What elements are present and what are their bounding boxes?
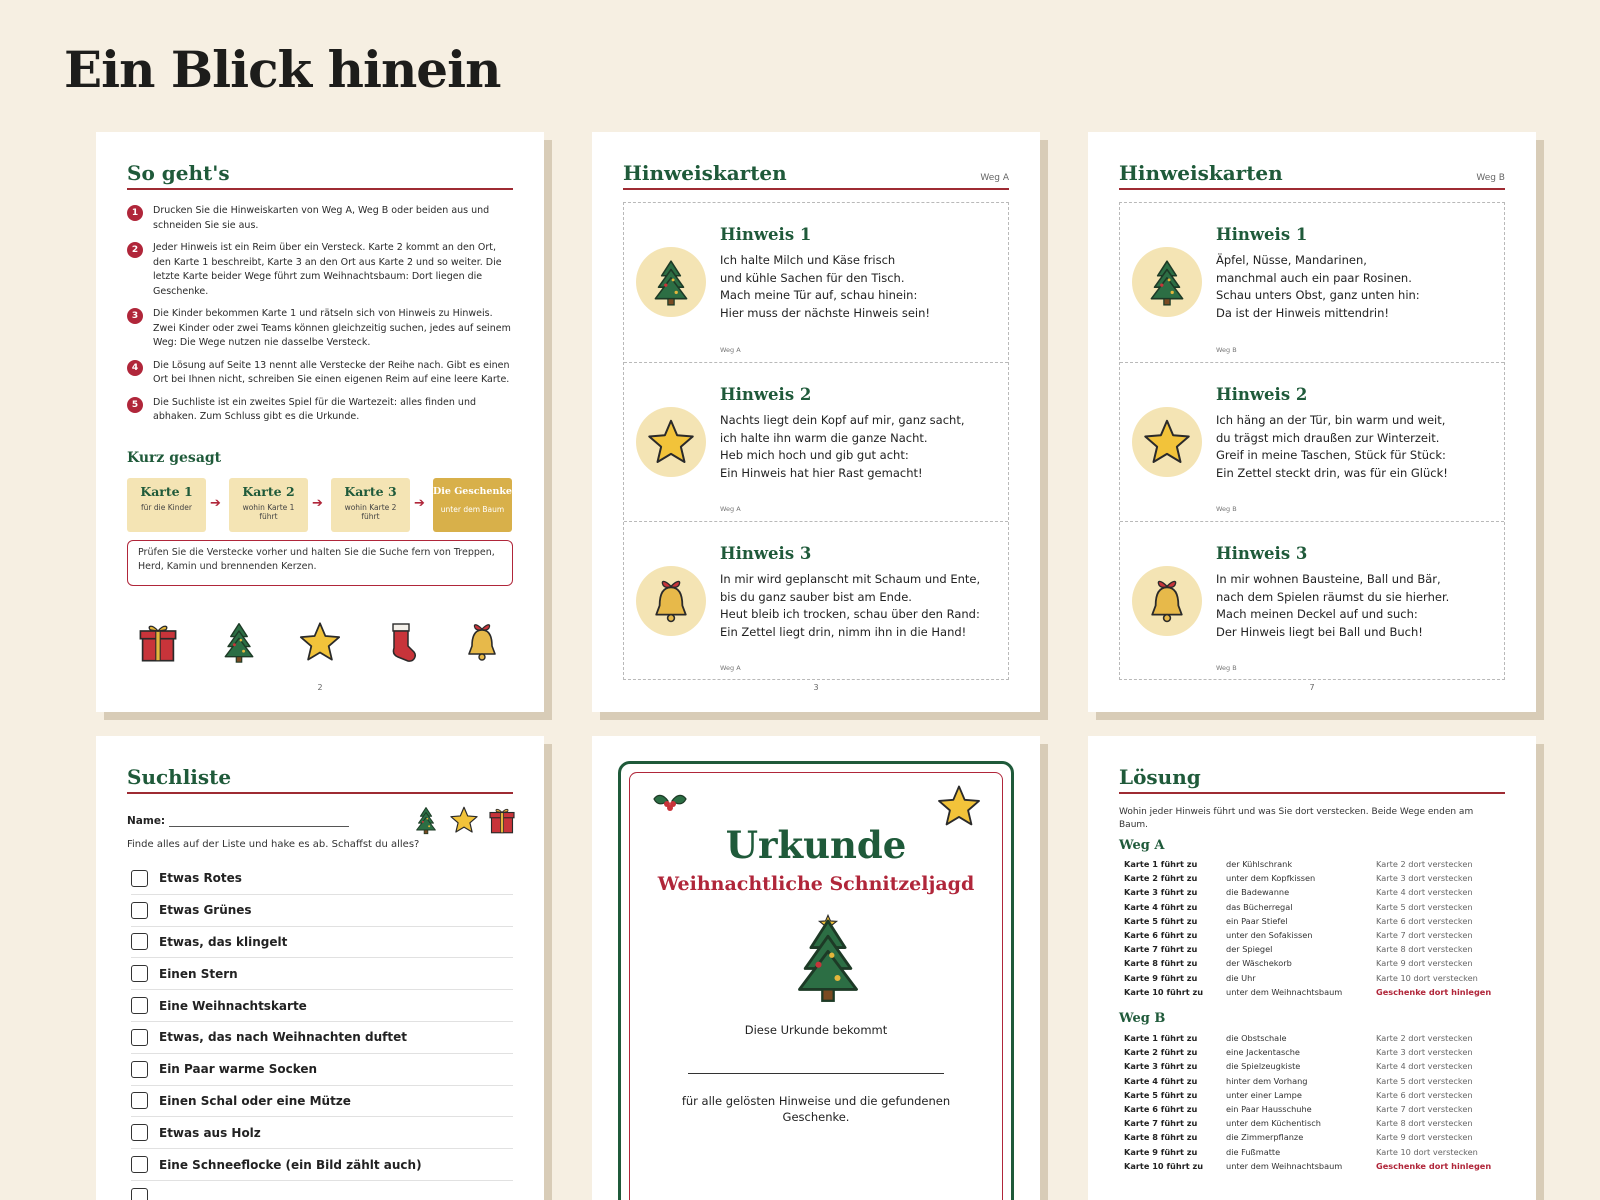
card-verse xyxy=(1216,252,1496,322)
checklist-item-label: Einen Stern xyxy=(159,966,238,981)
page-heading: Hinweiskarten xyxy=(623,161,787,185)
solution-location: der Wäschekorb xyxy=(1226,958,1292,969)
card-route-label: Weg B xyxy=(1216,505,1237,513)
route-tag: Weg A xyxy=(980,173,1009,183)
card-verse xyxy=(1216,412,1496,482)
instruction-step xyxy=(127,359,513,388)
step-number-badge: 2 xyxy=(127,242,143,258)
solution-location: die Fußmatte xyxy=(1226,1146,1281,1157)
solution-action: Karte 10 dort verstecken xyxy=(1376,972,1478,983)
verse-line: Ein Zettel liegt drin, nimm ihn in die Hand! xyxy=(720,624,967,639)
solution-action: Karte 6 dort verstecken xyxy=(1376,915,1473,926)
card-title: Hinweis 1 xyxy=(1216,225,1308,244)
flow-step-final xyxy=(433,478,512,532)
flow-step-sub: wohin Karte 2 führt xyxy=(344,503,397,521)
checklist-item-label: Etwas Grünes xyxy=(159,903,252,918)
solution-action: Geschenke dort hinlegen xyxy=(1376,986,1492,997)
checkbox[interactable] xyxy=(131,1092,148,1109)
solution-action: Karte 8 dort verstecken xyxy=(1376,1118,1473,1129)
stocking-icon xyxy=(379,620,423,664)
verse-line: Hier muss der nächste Hinweis sein! xyxy=(720,305,930,320)
checklist-item xyxy=(131,1086,513,1118)
solution-card: Karte 10 führt zu xyxy=(1124,1160,1204,1171)
preview-page-certificate xyxy=(592,736,1040,1200)
verse-line: Da ist der Hinweis mittendrin! xyxy=(1216,305,1390,320)
solution-card: Karte 3 führt zu xyxy=(1124,887,1198,898)
card-icon-circle xyxy=(636,407,706,477)
page-heading: Suchliste xyxy=(127,765,232,789)
instruction-steps xyxy=(127,204,513,433)
card-title: Hinweis 1 xyxy=(720,225,812,244)
solution-row xyxy=(1124,985,1505,999)
solution-location: die Obstschale xyxy=(1226,1033,1287,1043)
checkbox[interactable] xyxy=(131,933,148,950)
solution-location: eine Jackentasche xyxy=(1226,1047,1300,1058)
card-icon-circle xyxy=(636,566,706,636)
solution-card: Karte 2 führt zu xyxy=(1124,873,1198,884)
verse-line: Ich häng an der Tür, bin warm und weit, xyxy=(1216,413,1446,427)
checkbox[interactable] xyxy=(131,902,148,919)
solution-action: Karte 2 dort verstecken xyxy=(1376,859,1473,869)
bell-icon xyxy=(646,576,696,626)
tree-icon xyxy=(646,257,696,307)
solution-card: Karte 9 führt zu xyxy=(1124,1146,1198,1157)
checklist-item-label: Etwas, das nach Weihnachten duftet xyxy=(159,1030,407,1045)
card-icon-circle xyxy=(1132,247,1202,317)
verse-line: ich halte ihn warm die ganze Nacht. xyxy=(720,430,928,445)
certificate-reason-text: für alle gelösten Hinweise und die gefundenen Geschenke. xyxy=(681,1094,951,1124)
clue-card xyxy=(624,521,1008,680)
certificate-subtitle: Weihnachtliche Schnitzeljagd xyxy=(657,873,975,895)
tree-icon xyxy=(790,913,866,1005)
checklist-item-label: Eine Weihnachtskarte xyxy=(159,998,307,1013)
checklist-item xyxy=(131,1149,513,1181)
card-verse xyxy=(1216,571,1496,641)
step-text: Die Suchliste ist ein zweites Spiel für die Wartezeit: alles finden und abhaken. Zum Schluss gibt es die Urkunde. xyxy=(153,396,477,422)
gift-icon xyxy=(136,620,180,664)
solution-action: Karte 5 dort verstecken xyxy=(1376,1075,1473,1086)
card-verse xyxy=(720,252,1000,322)
checkbox[interactable] xyxy=(131,1188,148,1200)
checklist-item xyxy=(131,1022,513,1054)
preview-page-solution xyxy=(1088,736,1536,1200)
flow-step xyxy=(331,478,410,532)
certificate-inner-frame xyxy=(629,772,1003,1200)
checklist-item-label: Einen Schal oder eine Mütze xyxy=(159,1093,351,1108)
solution-row xyxy=(1124,956,1505,970)
card-route-label: Weg B xyxy=(1216,346,1237,354)
solution-row xyxy=(1124,1031,1505,1045)
flow-step-sub: wohin Karte 1 führt xyxy=(242,503,295,521)
instruction-step xyxy=(127,204,513,233)
checkbox[interactable] xyxy=(131,965,148,982)
summary-flow xyxy=(127,478,513,532)
solution-location: ein Paar Hausschuhe xyxy=(1226,1103,1312,1114)
solution-location: der Kühlschrank xyxy=(1226,859,1293,869)
flow-step xyxy=(229,478,308,532)
solution-action: Karte 3 dort verstecken xyxy=(1376,1047,1473,1058)
solution-row xyxy=(1124,928,1505,942)
card-icon-circle xyxy=(636,247,706,317)
instruction-step xyxy=(127,307,513,351)
verse-line: Mach meine Tür auf, schau hinein: xyxy=(720,288,918,302)
flow-step-title: Karte 3 xyxy=(344,484,397,499)
verse-line: Ich halte Milch und Käse frisch xyxy=(720,253,896,267)
solution-card: Karte 4 führt zu xyxy=(1124,901,1198,912)
route-a-heading: Weg A xyxy=(1119,838,1165,853)
solution-row xyxy=(1124,1116,1505,1130)
gift-icon xyxy=(487,805,517,835)
search-list-intro: Finde alles auf der Liste und hake es ab. Schaffst du alles? xyxy=(127,839,420,850)
instruction-step xyxy=(127,396,513,425)
solution-location: unter dem Küchentisch xyxy=(1226,1118,1321,1129)
page-number: 2 xyxy=(317,683,323,692)
solution-row xyxy=(1124,1074,1505,1088)
checklist xyxy=(131,863,513,1200)
verse-line: Äpfel, Nüsse, Mandarinen, xyxy=(1216,253,1367,267)
clue-card xyxy=(1120,521,1504,680)
clue-card xyxy=(624,362,1008,521)
solution-action: Karte 7 dort verstecken xyxy=(1376,929,1473,940)
solution-row xyxy=(1124,1088,1505,1102)
step-text: Jeder Hinweis ist ein Reim über ein Versteck. Karte 2 kommt an den Ort, den Karte 1 beschreibt, Karte 3 an den Ort aus Karte 2 und so weiter. Die letzte Karte beider Wege führt zum Weihnachtsbaum: Dort liegen die Geschenke. xyxy=(153,242,502,297)
tree-icon xyxy=(411,805,441,835)
flow-step-sub: unter dem Baum xyxy=(440,505,505,514)
route-b-heading: Weg B xyxy=(1119,1011,1166,1026)
page-heading: Hinweiskarten xyxy=(1119,161,1283,185)
solution-card: Karte 8 führt zu xyxy=(1124,1132,1198,1143)
solution-row xyxy=(1124,1130,1505,1144)
bell-icon xyxy=(460,620,504,664)
solution-location: das Bücherregal xyxy=(1226,901,1293,912)
page-number: 3 xyxy=(813,683,819,692)
page-header xyxy=(1119,764,1505,794)
page-header xyxy=(623,160,1009,190)
solution-location: die Zimmerpflanze xyxy=(1226,1132,1304,1143)
solution-row xyxy=(1124,942,1505,956)
solution-card: Karte 6 führt zu xyxy=(1124,929,1198,940)
page-header xyxy=(1119,160,1505,190)
solution-location: unter den Sofakissen xyxy=(1226,929,1313,940)
tree-icon xyxy=(1142,257,1192,307)
clue-card xyxy=(1120,362,1504,521)
verse-line: nach dem Spielen räumst du sie hierher. xyxy=(1216,589,1450,604)
clue-card xyxy=(1120,203,1504,362)
step-text: Drucken Sie die Hinweiskarten von Weg A, Weg B oder beiden aus und schneiden Sie sie aus. xyxy=(153,205,490,231)
solution-action: Karte 8 dort verstecken xyxy=(1376,944,1473,955)
arrow-right-icon: ➔ xyxy=(414,496,425,511)
arrow-right-icon: ➔ xyxy=(312,496,323,511)
solution-card: Karte 10 führt zu xyxy=(1124,986,1204,997)
solution-card: Karte 5 führt zu xyxy=(1124,915,1198,926)
solution-location: die Badewanne xyxy=(1226,887,1290,898)
solution-row xyxy=(1124,1145,1505,1159)
verse-line: Schau unters Obst, ganz unten hin: xyxy=(1216,288,1420,302)
solution-card: Karte 2 führt zu xyxy=(1124,1047,1198,1058)
summary-heading: Kurz gesagt xyxy=(127,450,222,466)
verse-line: Mach meinen Deckel auf und such: xyxy=(1216,607,1418,621)
solution-row xyxy=(1124,1159,1505,1173)
checkbox[interactable] xyxy=(131,1156,148,1173)
checklist-item-label: Etwas, das klingelt xyxy=(159,934,288,949)
solution-intro: Wohin jeder Hinweis führt und was Sie dort verstecken. Beide Wege enden am Baum. xyxy=(1119,807,1474,830)
preview-page-clue-cards-a xyxy=(592,132,1040,712)
solution-location: ein Paar Stiefel xyxy=(1226,915,1288,926)
solution-location: unter dem Weihnachtsbaum xyxy=(1226,1160,1343,1171)
checklist-item-label: Ein Paar warme Socken xyxy=(159,1062,318,1077)
card-title: Hinweis 3 xyxy=(720,544,812,563)
solution-action: Karte 3 dort verstecken xyxy=(1376,873,1473,884)
solution-card: Karte 6 führt zu xyxy=(1124,1103,1198,1114)
solution-action: Karte 6 dort verstecken xyxy=(1376,1089,1473,1100)
solution-card: Karte 4 führt zu xyxy=(1124,1075,1198,1086)
solution-action: Karte 10 dort verstecken xyxy=(1376,1146,1478,1157)
solution-card: Karte 7 führt zu xyxy=(1124,944,1198,955)
verse-line: Heb mich hoch und gib gut acht: xyxy=(720,448,909,462)
clue-cards xyxy=(623,202,1009,680)
solution-row xyxy=(1124,1102,1505,1116)
checklist-item xyxy=(131,958,513,990)
solution-location: hinter dem Vorhang xyxy=(1226,1075,1308,1086)
solution-row xyxy=(1124,914,1505,928)
instruction-step xyxy=(127,241,513,299)
star-icon xyxy=(449,805,479,835)
flow-step-title: Die Geschenke xyxy=(433,486,512,497)
certificate-recipient-text: Diese Urkunde bekommt xyxy=(744,1023,888,1037)
solution-action: Karte 9 dort verstecken xyxy=(1376,1132,1473,1143)
checkbox[interactable] xyxy=(131,1124,148,1141)
solution-action: Karte 4 dort verstecken xyxy=(1376,1061,1473,1072)
preview-page-search-list xyxy=(96,736,544,1200)
verse-line: bis du ganz sauber bist am Ende. xyxy=(720,589,912,604)
name-label: Name: xyxy=(127,815,166,827)
solution-row xyxy=(1124,885,1505,899)
checklist-item-label: Etwas Rotes xyxy=(159,871,242,886)
solution-action: Karte 4 dort verstecken xyxy=(1376,887,1473,898)
flow-step-sub: für die Kinder xyxy=(141,503,192,512)
step-number-badge: 4 xyxy=(127,360,143,376)
decor-icon-row xyxy=(136,620,504,664)
card-route-label: Weg A xyxy=(720,346,741,354)
solution-location: unter dem Kopfkissen xyxy=(1226,873,1316,884)
preview-page-clue-cards-b xyxy=(1088,132,1536,712)
card-route-label: Weg A xyxy=(720,505,741,513)
step-number-badge: 5 xyxy=(127,397,143,413)
solution-location: die Uhr xyxy=(1226,972,1256,983)
safety-note: Prüfen Sie die Verstecke vorher und halten Sie die Suche fern von Treppen, Herd, Kamin und brennenden Kerzen. xyxy=(127,540,513,586)
step-text: Die Kinder bekommen Karte 1 und rätseln sich von Hinweis zu Hinweis. Zwei Kinder oder zwei Teams können gleichzeitig suchen, jedes auf seinem Weg: Die Wege nutzen nie dasselbe Versteck. xyxy=(153,308,511,348)
solution-location: unter dem Weihnachtsbaum xyxy=(1226,986,1343,997)
verse-line: Ein Zettel steckt drin, was für ein Glück! xyxy=(1216,465,1448,480)
solution-action: Karte 2 dort verstecken xyxy=(1376,1033,1473,1043)
solution-row xyxy=(1124,871,1505,885)
solution-card: Karte 1 führt zu xyxy=(1124,859,1198,869)
solution-action: Geschenke dort hinlegen xyxy=(1376,1160,1492,1171)
solution-location: der Spiegel xyxy=(1226,944,1273,955)
step-number-badge: 3 xyxy=(127,308,143,324)
solution-location: unter einer Lampe xyxy=(1226,1089,1302,1100)
card-title: Hinweis 2 xyxy=(1216,385,1308,404)
checklist-item xyxy=(131,863,513,895)
checklist-item-label: Etwas aus Holz xyxy=(159,1125,261,1140)
solution-action: Karte 9 dort verstecken xyxy=(1376,958,1473,969)
verse-line: In mir wird geplanscht mit Schaum und Ente, xyxy=(720,572,981,586)
solution-row xyxy=(1124,857,1505,871)
step-number-badge: 1 xyxy=(127,205,143,221)
verse-line: manchmal auch ein paar Rosinen. xyxy=(1216,270,1412,285)
card-icon-circle xyxy=(1132,566,1202,636)
bell-icon xyxy=(1142,576,1192,626)
certificate-frame xyxy=(618,761,1014,1200)
card-route-label: Weg B xyxy=(1216,664,1237,672)
solution-action: Karte 7 dort verstecken xyxy=(1376,1103,1473,1114)
solution-card: Karte 7 führt zu xyxy=(1124,1118,1198,1129)
solution-action: Karte 5 dort verstecken xyxy=(1376,901,1473,912)
checklist-item xyxy=(131,927,513,959)
checklist-item xyxy=(131,990,513,1022)
card-icon-circle xyxy=(1132,407,1202,477)
solution-card: Karte 3 führt zu xyxy=(1124,1061,1198,1072)
name-line xyxy=(169,826,349,827)
solution-card: Karte 9 führt zu xyxy=(1124,972,1198,983)
checklist-item xyxy=(131,1054,513,1086)
star-icon xyxy=(1142,417,1192,467)
checklist-item xyxy=(131,1181,513,1200)
verse-line: und kühle Sachen für den Tisch. xyxy=(720,270,905,285)
card-title: Hinweis 3 xyxy=(1216,544,1308,563)
flow-step-title: Karte 1 xyxy=(140,484,193,499)
card-route-label: Weg A xyxy=(720,664,741,672)
checklist-item xyxy=(131,1117,513,1149)
solution-card: Karte 1 führt zu xyxy=(1124,1033,1198,1043)
arrow-right-icon: ➔ xyxy=(210,496,221,511)
checkbox[interactable] xyxy=(131,997,148,1014)
page-heading: So geht's xyxy=(127,161,230,185)
checkbox[interactable] xyxy=(131,1029,148,1046)
step-text: Die Lösung auf Seite 13 nennt alle Verstecke der Reihe nach. Gibt es einen Ort bei Ihnen nicht, schreiben Sie einen eigenen Reim auf eine leere Karte. xyxy=(153,359,510,385)
solution-card: Karte 5 führt zu xyxy=(1124,1089,1198,1100)
checklist-item xyxy=(131,895,513,927)
page-number: 7 xyxy=(1309,683,1315,692)
checklist-item-label: Eine Schneeflocke (ein Bild zählt auch) xyxy=(159,1157,422,1172)
checkbox[interactable] xyxy=(131,870,148,887)
solution-row xyxy=(1124,1045,1505,1059)
solution-row xyxy=(1124,900,1505,914)
clue-card xyxy=(624,203,1008,362)
star-icon xyxy=(298,620,342,664)
page-header xyxy=(127,764,513,794)
certificate-title: Urkunde xyxy=(725,823,907,867)
verse-line: In mir wohnen Bausteine, Ball und Bär, xyxy=(1216,572,1441,586)
flow-step-title: Karte 2 xyxy=(242,484,295,499)
preview-page-instructions xyxy=(96,132,544,712)
clue-cards xyxy=(1119,202,1505,680)
solution-card: Karte 8 führt zu xyxy=(1124,958,1198,969)
route-a-table xyxy=(1124,857,1505,999)
route-b-table xyxy=(1124,1031,1505,1173)
checkbox[interactable] xyxy=(131,1061,148,1078)
verse-line: Nachts liegt dein Kopf auf mir, ganz sacht, xyxy=(720,413,965,427)
verse-line: Der Hinweis liegt bei Ball und Buch! xyxy=(1216,624,1423,639)
flow-step xyxy=(127,478,206,532)
page-title: Ein Blick hinein xyxy=(64,40,501,99)
star-icon xyxy=(646,417,696,467)
route-tag: Weg B xyxy=(1476,173,1505,183)
verse-line: du trägst mich draußen zur Winterzeit. xyxy=(1216,430,1440,445)
card-verse xyxy=(720,412,1000,482)
solution-location: die Spielzeugkiste xyxy=(1226,1061,1301,1072)
card-verse xyxy=(720,571,1000,641)
solution-row xyxy=(1124,1059,1505,1073)
holly-icon xyxy=(650,789,690,817)
verse-line: Greif in meine Taschen, Stück für Stück: xyxy=(1216,448,1446,462)
verse-line: Heut bleib ich trocken, schau über den Rand: xyxy=(720,607,980,621)
solution-row xyxy=(1124,971,1505,985)
verse-line: Ein Hinweis hat hier Rast gemacht! xyxy=(720,465,923,480)
card-title: Hinweis 2 xyxy=(720,385,812,404)
recipient-name-line xyxy=(688,1073,944,1074)
page-header xyxy=(127,160,513,190)
tree-icon xyxy=(217,620,261,664)
page-heading: Lösung xyxy=(1119,765,1201,789)
